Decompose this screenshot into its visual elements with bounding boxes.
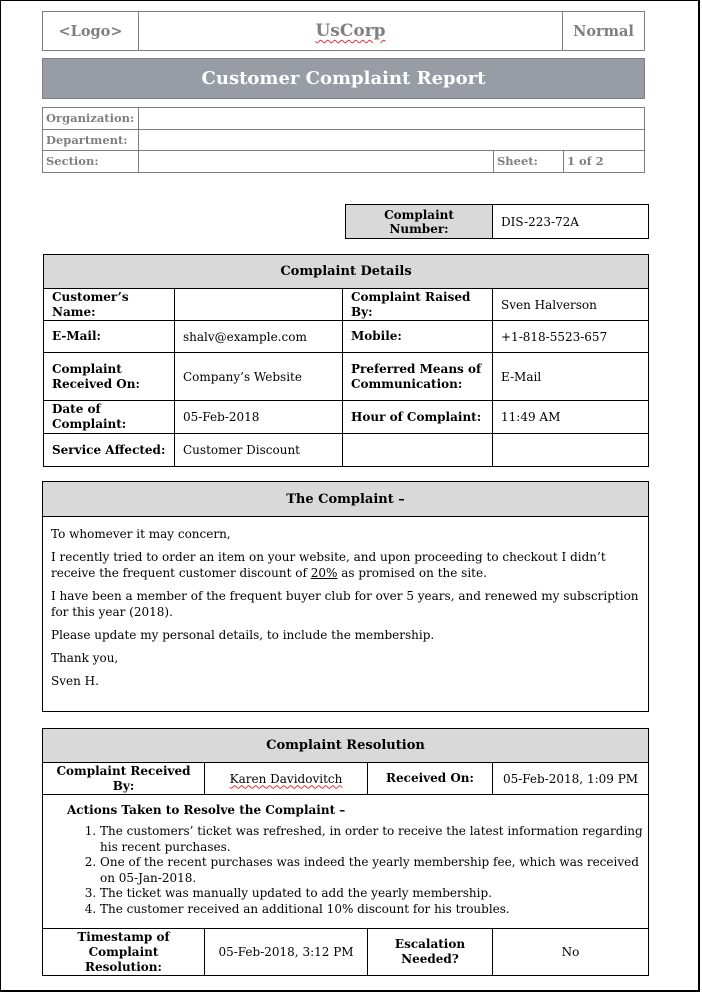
section-label: Section: [43,151,139,173]
hour-of-complaint-label: Hour of Complaint: [343,401,493,434]
received-by-label: Complaint Received By: [43,763,205,795]
customer-name-value[interactable] [175,289,343,321]
complaint-section [42,481,649,712]
email-value[interactable]: shalv@example.com [175,321,343,353]
details-row [44,289,649,321]
received-on-label: Complaint Received On: [44,353,175,401]
complaint-paragraph-3: Please update my personal details, to include the membership. [51,628,435,642]
paragraph-text: I recently tried to order an item on your website, and upon proceeding to checkout I didn’t receive the frequent customer discount of [51,550,606,580]
preferred-communication-label: Preferred Means of Communication: [343,353,493,401]
action-item: 2. One of the recent purchases was indeed the yearly membership fee, which was received on 05-Jan-2018. [100,855,648,886]
customer-name-label: Customer’s Name: [44,289,175,321]
complaint-details-heading: Complaint Details [44,255,649,289]
action-item: 1. The customers’ ticket was refreshed, in order to receive the latest information regarding his recent purchases. [100,824,648,855]
escalation-value[interactable]: No [493,929,649,976]
resolution-received-on-label: Received On: [368,763,493,795]
document-header [42,11,645,51]
department-value[interactable] [139,129,645,151]
sheet-value: 1 of 2 [563,151,644,173]
service-affected-value[interactable]: Customer Discount [175,434,343,467]
received-by-value[interactable] [205,763,368,795]
details-row [44,353,649,401]
logo-placeholder: <Logo> [43,12,139,51]
received-by-name: Karen Davidovitch [229,771,343,786]
date-of-complaint-label: Date of Complaint: [44,401,175,434]
company-name [139,12,563,51]
document-title: Customer Complaint Report [42,58,645,99]
organization-label: Organization: [43,108,139,130]
actions-title: Actions Taken to Resolve the Complaint – [67,803,346,817]
empty-label-cell [343,434,493,467]
details-row [44,401,649,434]
empty-value-cell[interactable] [493,434,649,467]
complaint-signature: Sven H. [51,674,99,688]
escalation-label: Escalation Needed? [368,929,493,976]
action-item: 3. The ticket was manually updated to add the yearly membership. [100,886,648,902]
organization-value[interactable] [139,108,645,130]
complaint-number-value[interactable]: DIS-223-72A [493,205,649,239]
details-row [44,321,649,353]
timestamp-value[interactable]: 05-Feb-2018, 3:12 PM [205,929,368,976]
raised-by-value[interactable]: Sven Halverson [493,289,649,321]
complaint-resolution-table [42,728,649,976]
classification-label: Normal [563,12,645,51]
complaint-paragraph-2: I have been a member of the frequent buyer club for over 5 years, and renewed my subscription for this year (2018). [51,589,639,619]
date-of-complaint-value[interactable]: 05-Feb-2018 [175,401,343,434]
complaint-paragraph-1 [51,549,640,581]
received-on-value[interactable]: Company’s Website [175,353,343,401]
complaint-greeting: To whomever it may concern, [51,527,231,541]
actions-list [43,824,648,917]
complaint-details-table [43,254,649,467]
actions-cell[interactable] [43,795,649,929]
resolution-heading: Complaint Resolution [43,729,649,763]
company-name-text: UsCorp [315,21,386,41]
complaint-body[interactable] [43,517,648,689]
discount-percent: 20% [310,566,338,580]
mobile-value[interactable]: +1-818-5523-657 [493,321,649,353]
sheet-label: Sheet: [493,151,563,173]
email-label: E-Mail: [44,321,175,353]
complaint-number-table [345,204,649,239]
action-item: 4. The customer received an additional 10% discount for his troubles. [100,902,648,918]
hour-of-complaint-value[interactable]: 11:49 AM [493,401,649,434]
complaint-number-label: Complaint Number: [346,205,493,239]
preferred-communication-value[interactable]: E-Mail [493,353,649,401]
raised-by-label: Complaint Raised By: [343,289,493,321]
mobile-label: Mobile: [343,321,493,353]
service-affected-label: Service Affected: [44,434,175,467]
timestamp-label: Timestamp of Complaint Resolution: [43,929,205,976]
section-value[interactable] [139,151,494,173]
details-row [44,434,649,467]
resolution-received-on-value[interactable]: 05-Feb-2018, 1:09 PM [493,763,649,795]
complaint-closing: Thank you, [51,651,119,665]
document-meta-table [42,107,645,173]
department-label: Department: [43,129,139,151]
complaint-heading: The Complaint – [43,482,648,517]
paragraph-text: as promised on the site. [337,566,487,580]
